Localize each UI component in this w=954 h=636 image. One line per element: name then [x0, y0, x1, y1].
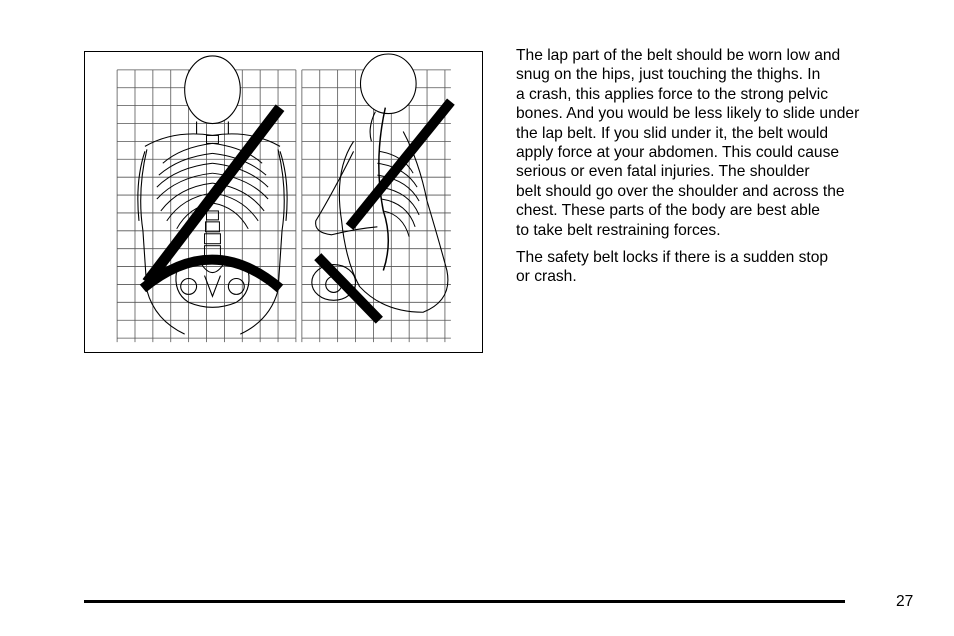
text-line: bones. And you would be less likely to slide under [516, 105, 860, 123]
text-line: belt should go over the shoulder and across the [516, 182, 845, 200]
text-line: a crash, this applies force to the strong pelvic [516, 85, 829, 103]
page-number: 27 [896, 593, 914, 610]
text-line: snug on the hips, just touching the thighs. In [516, 66, 821, 84]
text-line: to take belt restraining forces. [516, 221, 721, 239]
seat-belt-illustration [84, 51, 483, 353]
body-text [516, 46, 926, 295]
text-line: the lap belt. If you slid under it, the belt would [516, 124, 829, 142]
side-view-skeleton [312, 54, 451, 320]
text-line: apply force at your abdomen. This could cause [516, 144, 840, 162]
text-line: serious or even fatal injuries. The shoulder [516, 163, 810, 181]
skeleton-seatbelt-icon [85, 52, 482, 352]
text-line: or crash. [516, 268, 577, 286]
paragraph-belt-locks [516, 248, 926, 287]
paragraph-lap-belt [516, 46, 926, 240]
text-line: chest. These parts of the body are best able [516, 202, 820, 220]
footer-rule [84, 600, 845, 603]
text-line: The safety belt locks if there is a sudden stop [516, 249, 829, 267]
front-view-skeleton [138, 56, 287, 334]
text-line: The lap part of the belt should be worn low and [516, 47, 841, 64]
